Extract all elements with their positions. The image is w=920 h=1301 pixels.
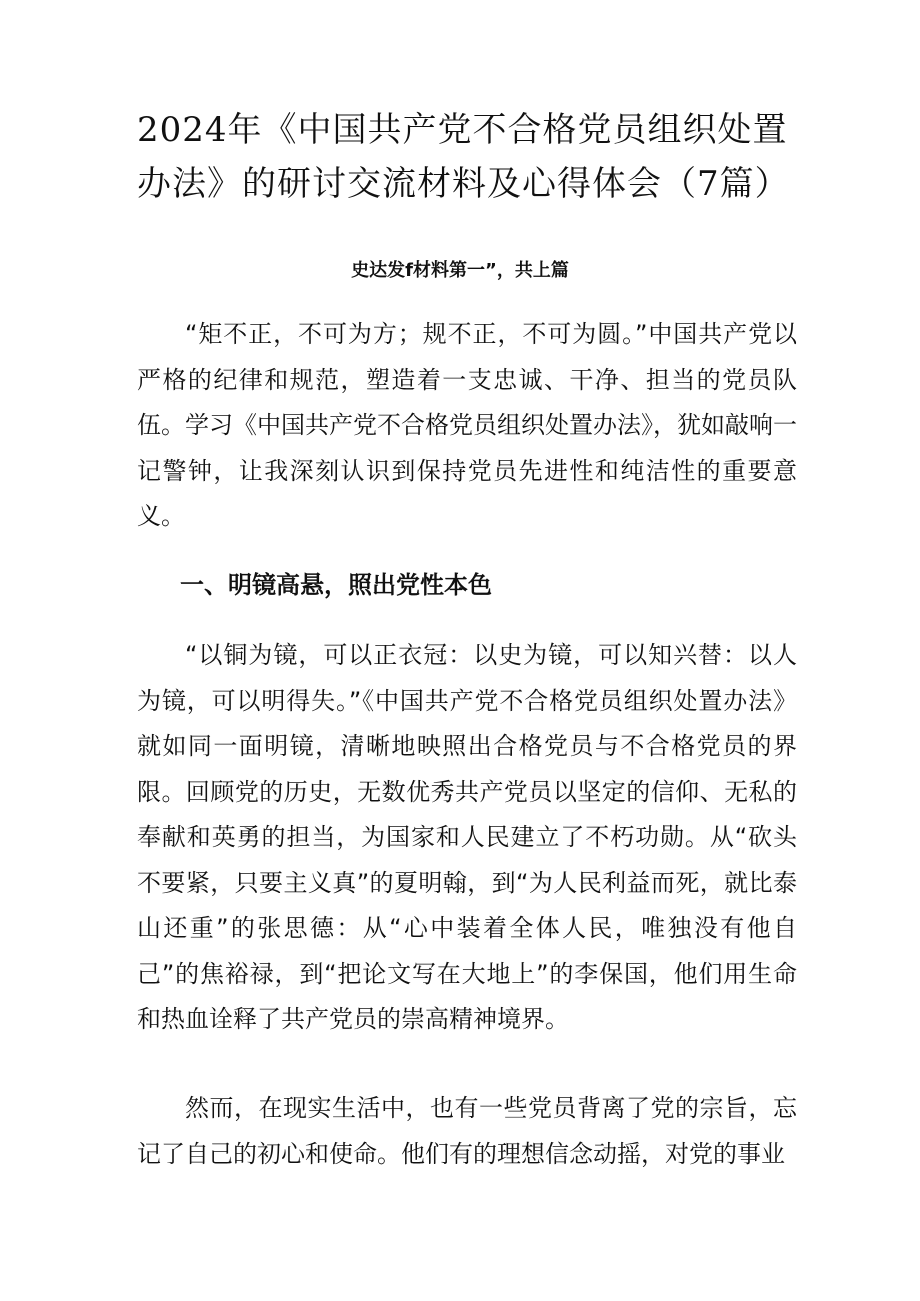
document-subtitle: 史达发f材料第一”，共上篇 — [351, 260, 569, 281]
paragraph-mirror: “以铜为镜，可以正衣冠：以史为镜，可以知兴替：以人为镜，可以明得失。”《中国共产党不合格党员组织处置办法》就如同一面明镜，清晰地映照出合格党员与不合格党员的界限。回顾党的历史，无数优秀共产党员以坚定的信仰、无私的奉献和英勇的担当，为国家和人民建立了不朽功勋。从“砍头不要紧，只要主义真”的夏明翰，到“为人民利益而死，就比泰山还重”的张思德：从“心中装着全体人民，唯独没有他自己”的焦裕禄，到“把论文写在大地上”的李保国，他们用生命和热血诠释了共产党员的崇高精神境界。 — [137, 641, 797, 1033]
document-title: 2024年《中国共产党不合格党员组织处置办法》的研讨交流材料及心得体会（7篇） — [137, 110, 790, 204]
paragraph-reality: 然而，在现实生活中，也有一些党员背离了党的宗旨，忘记了自己的初心和使命。他们有的理想信念动摇，对党的事业 — [137, 1094, 797, 1168]
section-heading: 一、明镜高悬，照出党性本色 — [180, 571, 492, 599]
paragraph-intro: “矩不正，不可为方；规不正，不可为圆。”中国共产党以严格的纪律和规范，塑造着一支忠诚、干净、担当的党员队伍。学习《中国共产党不合格党员组织处置办法》，犹如敲响一记警钟，让我深刻认识到保持党员先进性和纯洁性的重要意义。 — [137, 320, 797, 530]
